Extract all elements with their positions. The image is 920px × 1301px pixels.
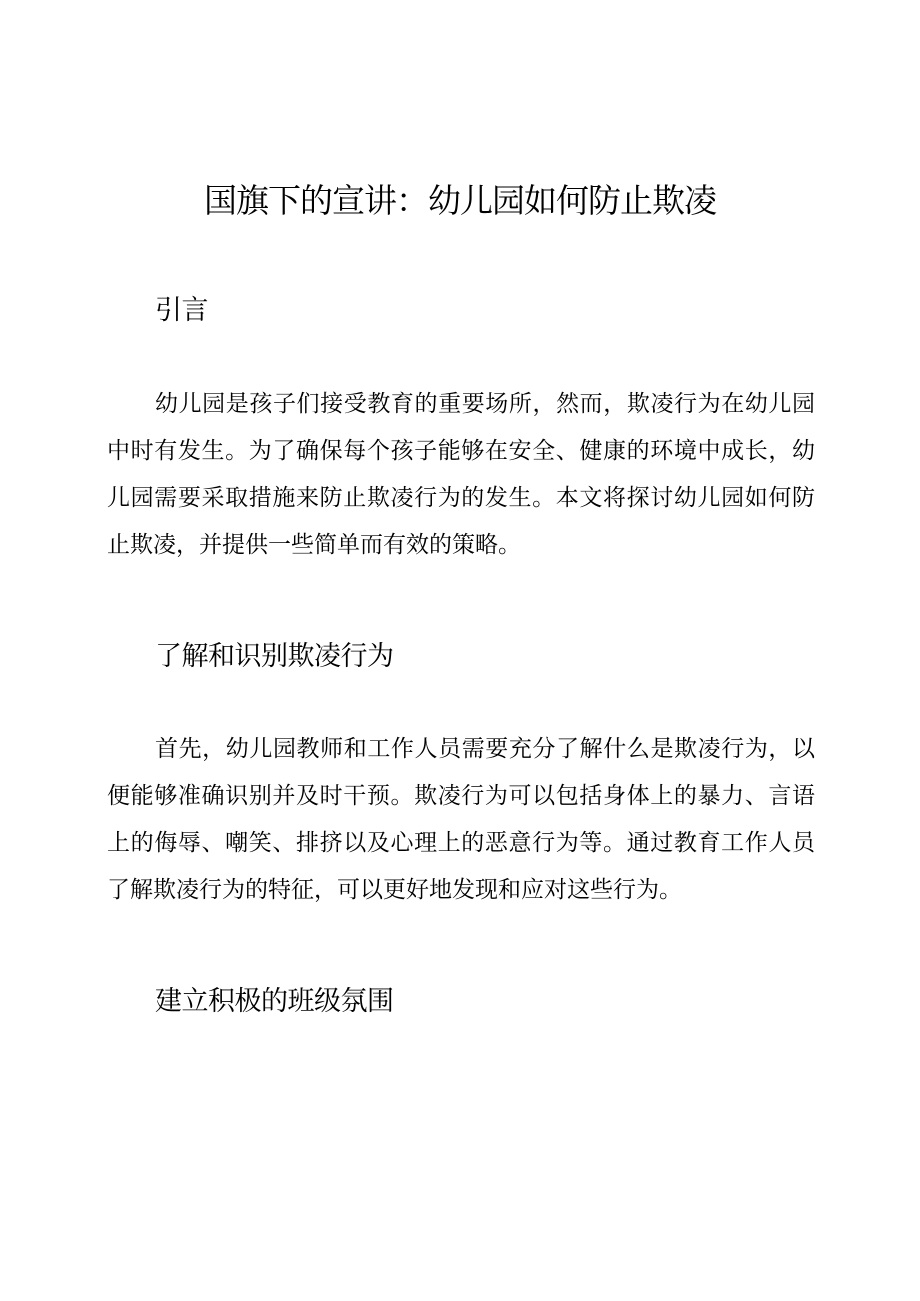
section-paragraph-intro: 幼儿园是孩子们接受教育的重要场所，然而，欺凌行为在幼儿园中时有发生。为了确保每个孩子能够在安全、健康的环境中成长，幼儿园需要采取措施来防止欺凌行为的发生。本文将探讨幼儿园如何防止欺凌，并提供一些简单而有效的策略。 — [107, 391, 815, 558]
section-heading-intro: 引言 — [155, 295, 208, 326]
section-paragraph-identify-bullying: 首先，幼儿园教师和工作人员需要充分了解什么是欺凌行为，以便能够准确识别并及时干预。欺凌行为可以包括身体上的暴力、言语上的侮辱、嘲笑、排挤以及心理上的恶意行为等。通过教育工作人员了解欺凌行为的特征，可以更好地发现和应对这些行为。 — [107, 736, 815, 903]
section-heading-class-climate: 建立积极的班级氛围 — [155, 986, 394, 1017]
document-title: 国旗下的宣讲：幼儿园如何防止欺凌 — [204, 181, 716, 220]
section-heading-identify-bullying: 了解和识别欺凌行为 — [155, 641, 394, 672]
